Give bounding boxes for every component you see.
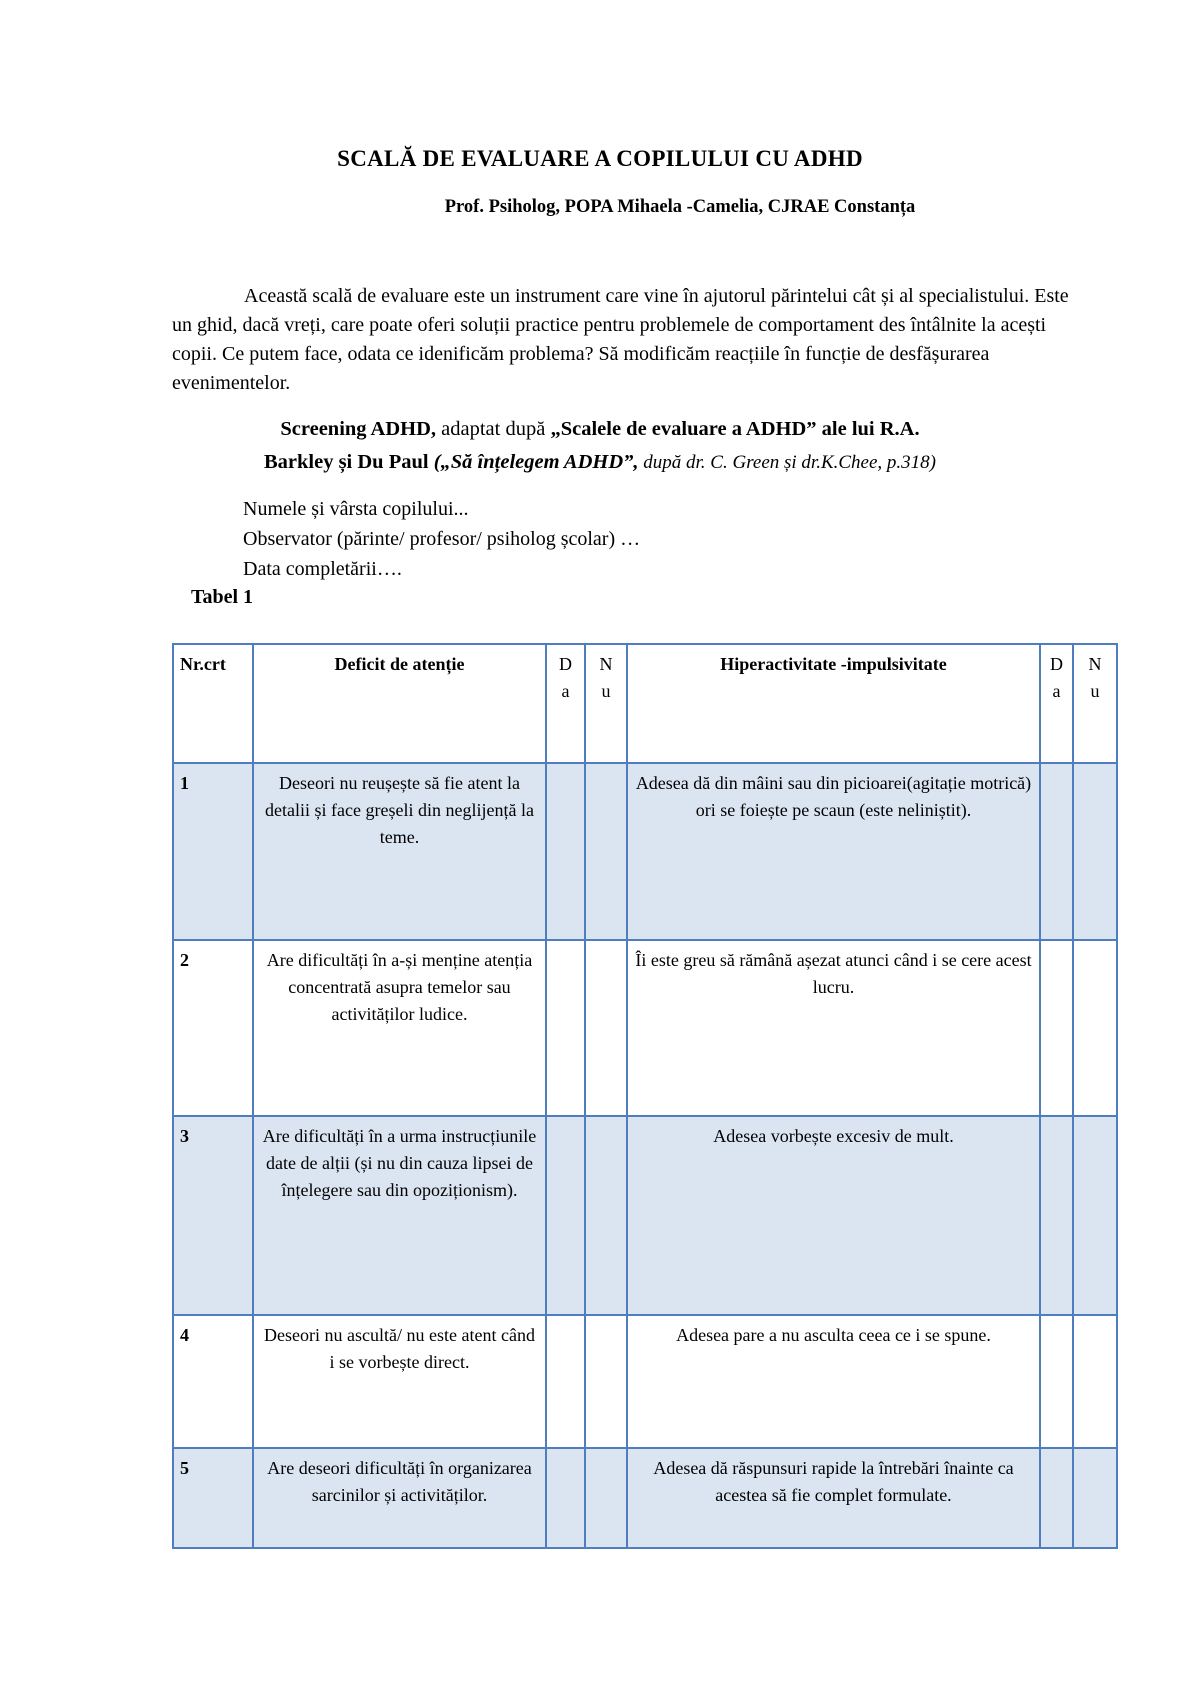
- nu-checkbox-cell-2[interactable]: [1073, 940, 1117, 1116]
- header-da: [546, 644, 585, 763]
- nu-checkbox-cell[interactable]: [585, 940, 627, 1116]
- header-hyperactivity: Hiperactivitate -impulsivitate: [627, 644, 1040, 763]
- da-checkbox-cell-2[interactable]: [1040, 763, 1073, 940]
- table-row: [173, 1315, 1117, 1448]
- da-checkbox-cell[interactable]: [546, 763, 585, 940]
- intro-text: Această scală de evaluare este un instrument care vine în ajutorul părintelui cât și al specialistului. Este un ghid, dacă vreți, care poate oferi soluții practice pentru problemele de comportament des întâlnite la acești copii. Ce putem face, odata ce idenificăm problema? Să modificăm reacțiile în funcție de desfășurarea evenimentelor.: [172, 285, 1069, 394]
- document-title: SCALĂ DE EVALUARE A COPILULUI CU ADHD: [337, 146, 863, 171]
- attention-item: Are deseori dificultăți în organizarea sarcinilor și activităților.: [253, 1448, 546, 1548]
- table-row: [173, 763, 1117, 940]
- da-checkbox-cell-2[interactable]: [1040, 1315, 1073, 1448]
- table-row: [173, 940, 1117, 1116]
- row-number: 3: [173, 1116, 253, 1315]
- form-fields: [243, 494, 640, 584]
- header-da-text: Da: [559, 654, 572, 701]
- attention-item: Deseori nu ascultă/ nu este atent când i se vorbește direct.: [253, 1315, 546, 1448]
- da-checkbox-cell[interactable]: [546, 1315, 585, 1448]
- header-da-2: [1040, 644, 1073, 763]
- attention-item: Are dificultăți în a-și menține atenția concentrată asupra temelor sau activităților ludice.: [253, 940, 546, 1116]
- author-line: Prof. Psiholog, POPA Mihaela -Camelia, CJRAE Constanța: [444, 197, 916, 217]
- hyperactivity-item: Adesea dă răspunsuri rapide la întrebări înainte ca acestea să fie complet formulate.: [627, 1448, 1040, 1548]
- adhd-scale-table: [172, 643, 1118, 1549]
- screening-regular: adaptat după: [436, 418, 551, 440]
- screening-bold-1: Screening ADHD,: [280, 418, 437, 440]
- header-attention: Deficit de atenție: [253, 644, 546, 763]
- field-observer: Observator (părinte/ profesor/ psiholog școlar) …: [243, 528, 641, 550]
- table-row: [173, 1116, 1117, 1315]
- nu-checkbox-cell[interactable]: [585, 1315, 627, 1448]
- nu-checkbox-cell-2[interactable]: [1073, 1448, 1117, 1548]
- row-number: 2: [173, 940, 253, 1116]
- da-checkbox-cell[interactable]: [546, 940, 585, 1116]
- nu-checkbox-cell-2[interactable]: [1073, 763, 1117, 940]
- header-nr: Nr.crt: [173, 644, 253, 763]
- nu-checkbox-cell[interactable]: [585, 1116, 627, 1315]
- attention-item: Are dificultăți în a urma instrucțiunile date de alții (și nu din cauza lipsei de înțelegere sau din opoziționism).: [253, 1116, 546, 1315]
- da-checkbox-cell[interactable]: [546, 1448, 585, 1548]
- field-child-name: Numele și vârsta copilului...: [243, 498, 469, 520]
- attention-item: Deseori nu reușește să fie atent la detalii și face greșeli din neglijență la teme.: [253, 763, 546, 940]
- header-da-2-text: Da: [1050, 654, 1063, 701]
- field-date: Data completării….: [243, 558, 402, 580]
- da-checkbox-cell-2[interactable]: [1040, 1448, 1073, 1548]
- nu-checkbox-cell[interactable]: [585, 763, 627, 940]
- screening-bold-italic: („Să înțelegem ADHD”,: [433, 451, 639, 473]
- nu-checkbox-cell-2[interactable]: [1073, 1116, 1117, 1315]
- table-header-row: [173, 644, 1117, 763]
- nu-checkbox-cell[interactable]: [585, 1448, 627, 1548]
- hyperactivity-item: Îi este greu să rămână așezat atunci când i se cere acest lucru.: [627, 940, 1040, 1116]
- row-number: 1: [173, 763, 253, 940]
- hyperactivity-item: Adesea vorbește excesiv de mult.: [627, 1116, 1040, 1315]
- screening-line-1: [0, 418, 1200, 441]
- da-checkbox-cell-2[interactable]: [1040, 1116, 1073, 1315]
- row-number: 5: [173, 1448, 253, 1548]
- screening-italic: după dr. C. Green și dr.K.Chee, p.318): [638, 452, 937, 473]
- hyperactivity-item: Adesea pare a nu asculta ceea ce i se spune.: [627, 1315, 1040, 1448]
- header-nu-text: Nu: [599, 654, 613, 701]
- header-nu-2: [1073, 644, 1117, 763]
- table-label: Tabel 1: [191, 586, 254, 608]
- da-checkbox-cell-2[interactable]: [1040, 940, 1073, 1116]
- screening-bold-3: Barkley și Du Paul: [263, 451, 434, 473]
- screening-bold-2: „Scalele de evaluare a ADHD” ale lui R.A.: [550, 418, 920, 440]
- nu-checkbox-cell-2[interactable]: [1073, 1315, 1117, 1448]
- da-checkbox-cell[interactable]: [546, 1116, 585, 1315]
- hyperactivity-item: Adesea dă din mâini sau din picioarei(agitație motrică) ori se foiește pe scaun (este neliniștit).: [627, 763, 1040, 940]
- intro-paragraph: [172, 282, 1072, 398]
- row-number: 4: [173, 1315, 253, 1448]
- screening-line-2: [0, 451, 1200, 474]
- header-nu-2-text: Nu: [1088, 654, 1102, 701]
- table-row: [173, 1448, 1117, 1548]
- header-nu: [585, 644, 627, 763]
